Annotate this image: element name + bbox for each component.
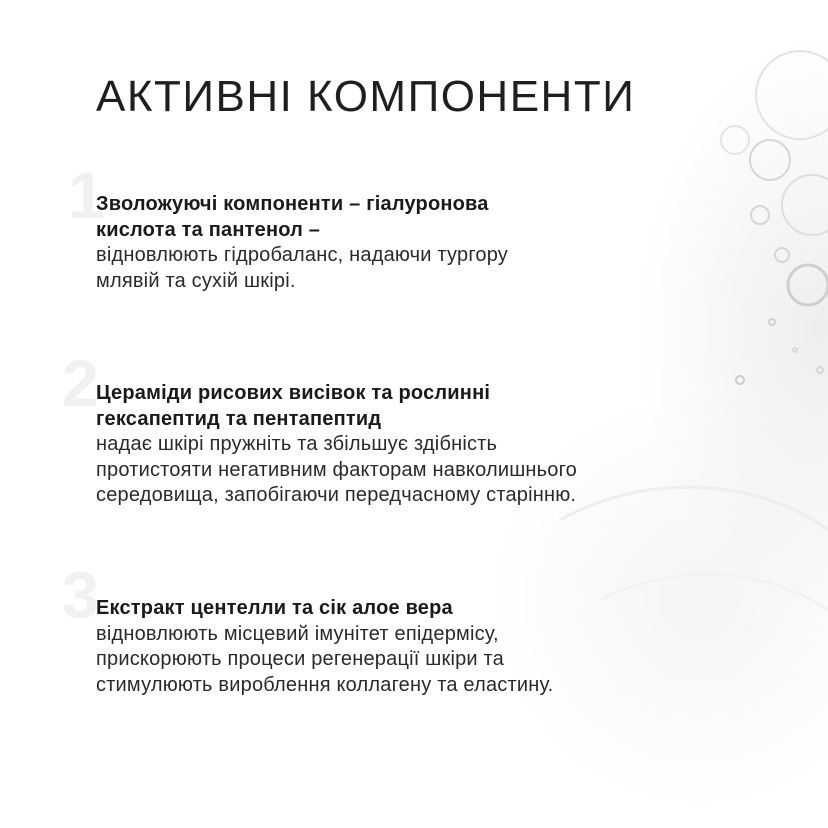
component-description-3 xyxy=(96,622,696,699)
heading-line: Екстракт центелли та сік алое вера xyxy=(96,597,453,619)
description-line: відновлюють гідробаланс, надаючи тургору xyxy=(96,244,508,266)
item-number-2: 2 xyxy=(62,346,99,420)
component-item-1 xyxy=(96,192,696,294)
item-number-1: 1 xyxy=(68,158,105,232)
component-description-2 xyxy=(96,432,696,509)
component-description-1 xyxy=(96,243,696,294)
description-line: стимулюють вироблення коллагену та еластину. xyxy=(96,673,554,696)
heading-line: гексапептид та пентапептид xyxy=(96,407,382,430)
item-number-3: 3 xyxy=(62,558,99,632)
description-line: прискорюють процеси регенерації шкіри та xyxy=(96,648,504,670)
heading-line: Зволожуючі компоненти – гіалуронова xyxy=(96,193,489,215)
heading-line: кислота та пантенол – xyxy=(96,218,321,241)
description-line: надає шкірі пружніть та збільшує здібність xyxy=(96,433,498,455)
component-heading-2 xyxy=(96,381,696,432)
heading-line: Цераміди рисових висівок та рослинні xyxy=(96,382,491,404)
component-item-3 xyxy=(96,596,696,698)
description-line: середовища, запобігаючи передчасному старінню. xyxy=(96,484,577,506)
component-heading-3 xyxy=(96,596,696,622)
description-line: відновлюють місцевий імунітет епідермісу, xyxy=(96,622,499,645)
component-item-2 xyxy=(96,381,696,509)
component-heading-1 xyxy=(96,192,696,243)
description-line: млявій та сухій шкірі. xyxy=(96,269,296,292)
description-line: протистояти негативним факторам навколишнього xyxy=(96,458,578,481)
page-title: АКТИВНІ КОМПОНЕНТИ xyxy=(96,72,636,121)
